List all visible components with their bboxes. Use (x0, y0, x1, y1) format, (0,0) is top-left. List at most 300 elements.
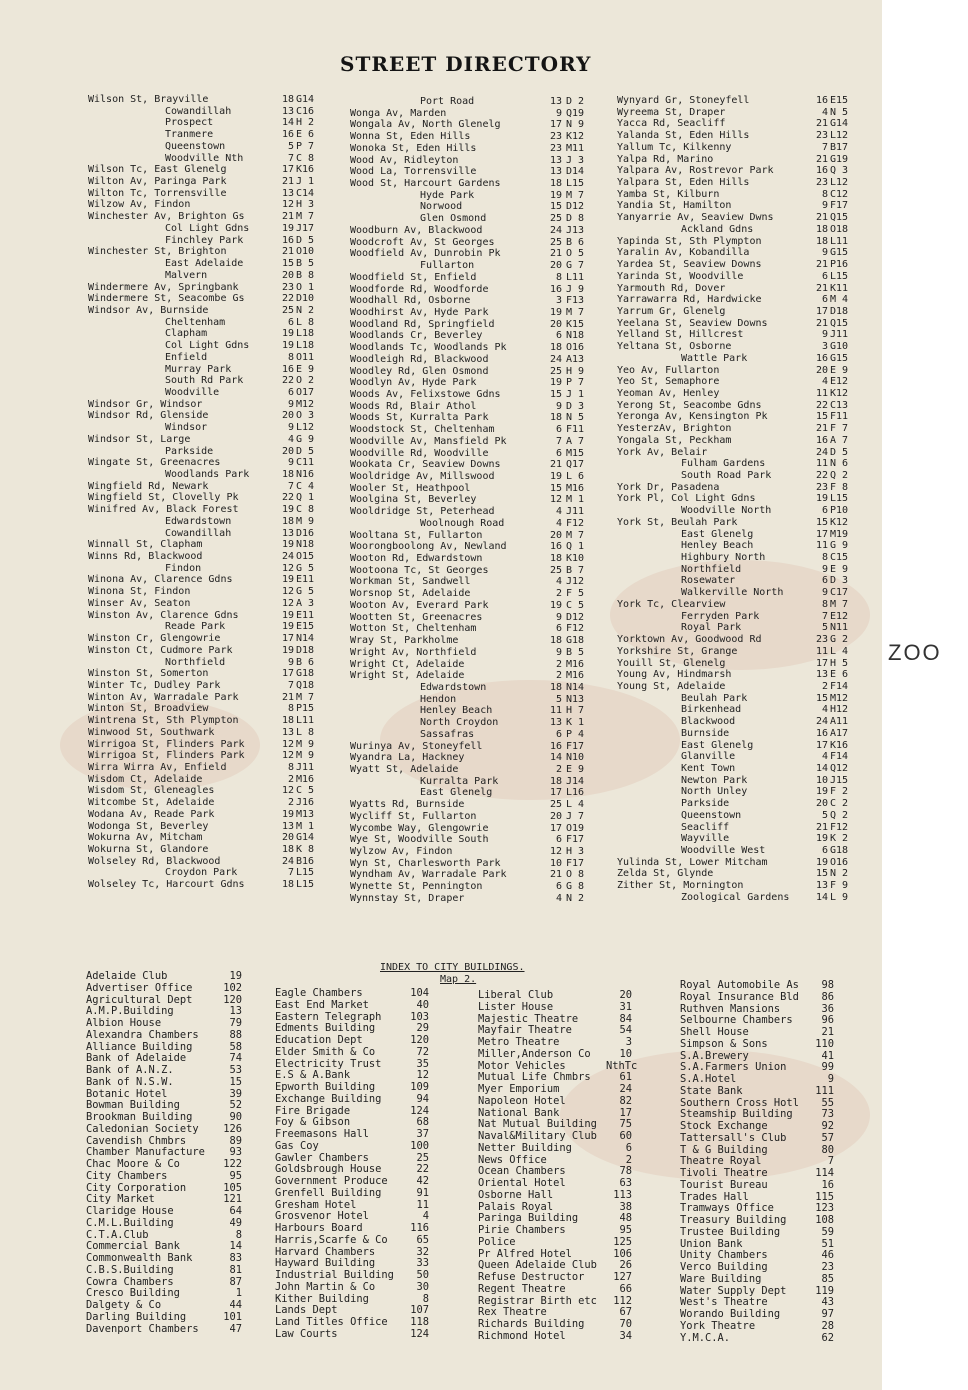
grid-ref: G15 (830, 247, 849, 259)
street-name: Witcombe St, Adelaide (88, 797, 215, 809)
street-entry (617, 341, 865, 353)
building-number: 60 (619, 1130, 632, 1142)
street-name: Henley Beach (681, 540, 754, 552)
building-number: 63 (619, 1177, 632, 1189)
building-number: 83 (229, 1252, 242, 1264)
street-name: Glanville (681, 751, 736, 763)
street-entry (88, 528, 328, 540)
street-entry (617, 458, 865, 470)
building-entry (275, 1000, 430, 1012)
street-name: Wokurna St, Glandore (88, 844, 209, 855)
building-name: Bowman Building (86, 1099, 180, 1112)
building-name: Police (478, 1235, 516, 1248)
map-page: 22 (815, 399, 828, 411)
building-number: 1 (235, 1287, 242, 1300)
grid-ref: F 5 (566, 588, 585, 600)
map-page: 23 (815, 177, 828, 189)
street-entry (88, 504, 328, 516)
map-page: 6 (555, 881, 562, 893)
grid-ref: N13 (566, 693, 585, 705)
building-name: Lands Dept (275, 1304, 338, 1317)
map-page: 7 (555, 435, 562, 447)
street-name: Woodcroft Av, St Georges (350, 236, 495, 248)
map-page: 14 (815, 762, 828, 774)
grid-ref: H 3 (566, 846, 585, 857)
street-entry (617, 154, 865, 166)
street-entry (88, 481, 328, 493)
grid-ref: B17 (830, 141, 849, 153)
building-number: 100 (410, 1139, 429, 1152)
building-number: 31 (619, 1000, 632, 1013)
building-number: 59 (821, 1225, 834, 1238)
grid-ref: G18 (296, 668, 315, 680)
grid-ref: D12 (566, 611, 585, 623)
grid-ref: H 7 (566, 705, 585, 717)
building-number: 61 (619, 1071, 632, 1084)
building-entry (478, 1284, 633, 1296)
map-page: 19 (549, 377, 562, 389)
map-page: 19 (281, 644, 294, 656)
building-number: 110 (815, 1037, 834, 1050)
index-column-4 (680, 980, 835, 1344)
building-number: 32 (416, 1245, 429, 1258)
street-name: Windermere St, Seacombe Gs (88, 293, 245, 305)
grid-ref: E15 (296, 621, 315, 633)
grid-ref: M11 (566, 142, 585, 154)
building-entry (86, 1018, 246, 1030)
street-name: Wye St, Woodville South (350, 834, 489, 846)
map-page: 2 (287, 797, 294, 809)
building-number: 29 (416, 1022, 429, 1035)
building-entry (86, 1171, 246, 1183)
map-page: 18 (549, 775, 562, 787)
map-page: 9 (287, 656, 294, 668)
building-number: 26 (619, 1259, 632, 1272)
building-number: 112 (613, 1294, 632, 1307)
map-page: 13 (281, 187, 294, 199)
street-entry (350, 119, 600, 131)
street-name: Yeltana St, Osborne (617, 341, 732, 353)
map-page: 2 (555, 588, 562, 600)
street-name: Windsor Av, Burnside (88, 304, 209, 316)
map-page: 15 (549, 482, 562, 494)
grid-ref: H12 (830, 704, 849, 716)
street-name: Glen Osmond (420, 213, 487, 225)
building-number: 25 (416, 1151, 429, 1164)
grid-ref: L 4 (566, 799, 585, 811)
map-page: 25 (549, 213, 562, 225)
map-page: 7 (287, 679, 294, 691)
building-number: 116 (410, 1222, 429, 1234)
street-name: Croydon Park (165, 867, 238, 879)
building-name: Royal Automobile As (680, 979, 799, 991)
street-entry (88, 598, 328, 610)
street-entry (617, 435, 865, 447)
building-number: 34 (619, 1329, 632, 1342)
street-entry (88, 117, 328, 129)
street-entry (88, 141, 328, 153)
building-name: Rex Theatre (478, 1306, 547, 1319)
map-page: 9 (555, 611, 562, 623)
building-entry (275, 1141, 430, 1153)
grid-ref: L 9 (830, 891, 849, 903)
building-name: Commercial Bank (86, 1240, 180, 1253)
street-name: Wirrigoa St, Flinders Park (88, 738, 245, 750)
building-number: 124 (410, 1327, 429, 1340)
street-name: Woodville Nth (165, 152, 244, 164)
grid-ref: G 5 (296, 562, 315, 574)
building-name: Royal Insurance Bld (680, 990, 799, 1003)
street-name: Blackwood (681, 716, 736, 728)
grid-ref: G 7 (566, 260, 585, 272)
building-entry (478, 990, 633, 1002)
building-number: 62 (821, 1331, 834, 1344)
map-page: 14 (815, 891, 828, 903)
building-number: 98 (821, 979, 834, 991)
street-name: Woorongboolong Av, Newland (350, 541, 507, 553)
grid-ref: P15 (296, 703, 315, 715)
grid-ref: Q 1 (296, 492, 315, 504)
building-number: 119 (815, 1284, 834, 1297)
building-number: 3 (625, 1036, 632, 1048)
street-name: Seacliff (681, 821, 730, 833)
building-number: 80 (821, 1143, 834, 1156)
grid-ref: B 6 (566, 236, 585, 248)
building-name: Theatre Royal (680, 1155, 762, 1168)
street-entry (350, 635, 600, 647)
street-name: Wattle Park (681, 352, 748, 364)
grid-ref: C13 (830, 399, 849, 411)
building-name: Lister House (478, 1000, 554, 1013)
street-name: Wooler St, Heathpool (350, 482, 471, 494)
street-entry (617, 130, 865, 142)
grid-ref: L15 (830, 270, 849, 282)
street-entry (88, 164, 328, 176)
grid-ref: Q15 (830, 317, 849, 329)
grid-ref: J13 (566, 224, 585, 236)
map-page: 12 (281, 750, 294, 762)
building-number: 73 (821, 1108, 834, 1121)
street-entry (617, 763, 865, 775)
map-page: 8 (821, 188, 828, 200)
street-entry (350, 823, 600, 835)
building-entry (680, 1321, 835, 1333)
street-name: Wynyard Gr, Stoneyfell (617, 95, 750, 106)
grid-ref: N11 (830, 622, 849, 634)
map-page: 15 (815, 411, 828, 423)
grid-ref: F12 (566, 517, 585, 529)
map-page: 19 (281, 504, 294, 516)
street-entry (88, 434, 328, 446)
building-name: Davenport Chambers (86, 1322, 199, 1335)
building-number: 49 (229, 1216, 242, 1229)
building-entry (680, 1039, 835, 1051)
street-entry (617, 118, 865, 130)
building-name: Naval&Military Club (478, 1130, 597, 1142)
building-entry (86, 983, 246, 995)
street-entry (617, 142, 865, 154)
index-column-1 (86, 971, 246, 1335)
map-page: 14 (549, 752, 562, 764)
building-entry (680, 1215, 835, 1227)
grid-ref: E12 (830, 376, 849, 388)
building-entry (275, 1094, 430, 1106)
map-page: 17 (815, 739, 828, 751)
grid-ref: F13 (566, 295, 585, 307)
street-name: Yarinda St, Woodville (617, 270, 744, 282)
street-name: Woods St, Kurralta Park (350, 412, 489, 424)
street-name: Yeo Av, Fullarton (617, 364, 720, 376)
grid-ref: N16 (296, 469, 315, 480)
street-name: Woodville West (681, 845, 766, 856)
building-name: Mayfair Theatre (478, 1024, 572, 1037)
building-number: 35 (416, 1057, 429, 1070)
grid-ref: C 2 (830, 798, 849, 810)
street-name: Wotton St, Cheltenham (350, 623, 477, 635)
street-name: Winton St, Broadview (88, 703, 209, 715)
building-entry (275, 988, 430, 1000)
grid-ref: J 9 (566, 283, 585, 295)
street-entry (617, 306, 865, 318)
directory-column-1 (88, 94, 328, 891)
map-page: 24 (815, 446, 828, 458)
building-name: West's Theatre (680, 1296, 768, 1309)
map-page: 8 (821, 552, 828, 564)
street-entry (350, 647, 600, 659)
map-page: 10 (815, 774, 828, 786)
map-page: 18 (281, 515, 294, 527)
street-name: Yarrawarra Rd, Hardwicke (617, 294, 762, 306)
street-name: Wooldridge Av, Millswood (350, 471, 495, 482)
street-name: Wootten St, Greenacres (350, 611, 483, 623)
grid-ref: H 2 (296, 117, 315, 129)
grid-ref: J 3 (566, 154, 585, 166)
street-entry (88, 586, 328, 598)
grid-ref: C 5 (296, 785, 315, 797)
street-entry (88, 621, 328, 633)
street-name: Yacca Rd, Seacliff (617, 118, 726, 130)
map-page: 12 (281, 562, 294, 574)
street-name: Yeoman Av, Henley (617, 387, 720, 399)
map-page: 19 (549, 471, 562, 482)
building-name: Harvard Chambers (275, 1245, 376, 1258)
street-entry (350, 307, 600, 319)
map-page: 9 (555, 400, 562, 412)
building-name: Trades Hall (680, 1190, 749, 1203)
street-name: Yalanda St, Eden Hills (617, 130, 750, 142)
map-page: 16 (281, 129, 294, 141)
building-name: Simpson & Sons (680, 1037, 768, 1050)
grid-ref: N14 (296, 633, 315, 645)
building-name: Liberal Club (478, 989, 554, 1001)
street-name: Col Light Gdns (165, 340, 250, 352)
map-page: 19 (281, 340, 294, 352)
street-name: Yandia St, Hamilton (617, 200, 732, 212)
map-page: 9 (555, 646, 562, 658)
street-entry (88, 867, 328, 879)
street-entry (350, 858, 600, 870)
street-entry (350, 412, 600, 424)
building-number: 65 (416, 1233, 429, 1246)
street-entry (617, 365, 865, 377)
building-name: Metro Theatre (478, 1036, 560, 1048)
map-page: 19 (815, 493, 828, 505)
grid-ref: O 1 (296, 281, 315, 293)
street-entry (88, 832, 328, 844)
map-page: 18 (815, 223, 828, 235)
street-name: Murray Park (165, 363, 232, 375)
grid-ref: N18 (296, 539, 315, 551)
building-name: Government Produce (275, 1175, 388, 1187)
building-name: Bank of Adelaide (86, 1052, 187, 1065)
street-entry (617, 740, 865, 752)
grid-ref: C15 (830, 552, 849, 564)
map-page: 16 (815, 165, 828, 177)
building-entry (86, 971, 246, 983)
street-entry (88, 856, 328, 868)
street-entry (88, 399, 328, 411)
map-page: 17 (549, 822, 562, 834)
building-entry (478, 1237, 633, 1249)
street-name: Yallum Tc, Kilkenny (617, 141, 732, 153)
map-page: 4 (821, 376, 828, 388)
street-name: Woolgina St, Beverley (350, 494, 477, 506)
building-number: 8 (235, 1228, 242, 1241)
grid-ref: J 7 (566, 810, 585, 822)
building-name: Tattersall's Club (680, 1131, 787, 1144)
building-name: Claridge House (86, 1205, 174, 1217)
grid-ref: M 7 (566, 306, 585, 318)
building-name: Treasury Building (680, 1214, 787, 1226)
street-name: Yalpa Rd, Marino (617, 153, 714, 165)
grid-ref: C16 (296, 105, 315, 117)
map-page: 8 (821, 598, 828, 610)
grid-ref: L 8 (296, 316, 315, 328)
building-number: 94 (416, 1092, 429, 1105)
map-page: 19 (281, 808, 294, 820)
map-page: 6 (287, 386, 294, 398)
street-name: Hendon (420, 693, 457, 705)
street-name: Windermere Av, Springbank (88, 281, 239, 293)
building-name: Chac Moore & Co (86, 1158, 180, 1170)
grid-ref: C 5 (566, 599, 585, 611)
map-page: 6 (555, 623, 562, 635)
street-entry (617, 95, 865, 107)
building-number: 36 (821, 1002, 834, 1015)
building-entry (478, 1190, 633, 1202)
map-page: 21 (549, 869, 562, 881)
street-name: Winnall St, Clapham (88, 539, 203, 551)
building-entry (478, 1131, 633, 1143)
street-entry (88, 668, 328, 680)
building-number: 41 (821, 1049, 834, 1062)
map-page: 13 (815, 880, 828, 892)
building-entry (680, 1086, 835, 1098)
street-name: York Av, Belair (617, 446, 708, 458)
map-page: 6 (821, 845, 828, 856)
street-name: Winser Av, Seaton (88, 597, 191, 609)
street-entry (350, 694, 600, 706)
street-name: Rosewater (681, 575, 736, 587)
grid-ref: M 9 (296, 515, 315, 527)
building-entry (478, 1143, 633, 1155)
building-number: 97 (821, 1308, 834, 1320)
street-entry (350, 143, 600, 155)
building-number: 64 (229, 1205, 242, 1217)
map-page: 20 (281, 445, 294, 457)
map-page: 19 (281, 609, 294, 621)
map-page: 18 (549, 178, 562, 190)
street-name: Parkside (165, 445, 214, 457)
building-name: Refuse Destructor (478, 1271, 585, 1283)
building-name: Commonwealth Bank (86, 1252, 193, 1264)
map-page: 18 (281, 94, 294, 105)
street-entry (88, 94, 328, 106)
grid-ref: H 3 (296, 199, 315, 211)
street-entry (350, 295, 600, 307)
map-page: 20 (281, 832, 294, 844)
street-entry (617, 669, 865, 681)
building-name: Cavendish Chmbrs (86, 1134, 187, 1147)
map-page: 12 (549, 494, 562, 506)
building-number: 114 (815, 1167, 834, 1179)
building-number: 99 (821, 1061, 834, 1074)
map-page: 12 (281, 597, 294, 609)
building-number: 39 (229, 1087, 242, 1100)
building-entry (86, 1206, 246, 1218)
building-number: 16 (821, 1178, 834, 1191)
building-number: 54 (619, 1024, 632, 1037)
building-name: News Office (478, 1153, 547, 1166)
building-entry (275, 1329, 430, 1341)
street-name: Woods Rd, Blair Athol (350, 400, 477, 412)
building-entry (275, 1282, 430, 1294)
street-name: Woodleigh Rd, Blackwood (350, 353, 489, 365)
map-page: 11 (815, 540, 828, 552)
street-entry (617, 517, 865, 529)
building-name: Ruthven Mansions (680, 1002, 781, 1015)
street-name: Young St, Adelaide (617, 680, 726, 692)
street-name: Wyndham Av, Warradale Park (350, 869, 507, 881)
street-entry (350, 612, 600, 624)
street-name: South Road Park (681, 470, 772, 481)
street-entry (350, 659, 600, 671)
map-page: 6 (555, 728, 562, 740)
street-name: Yeronga Av, Kensington Pk (617, 411, 768, 423)
street-entry (350, 846, 600, 858)
building-entry (680, 1074, 835, 1086)
street-entry (350, 131, 600, 143)
building-entry (478, 1331, 633, 1343)
grid-ref: B 6 (296, 656, 315, 668)
building-name: Motor Vehicles (478, 1059, 566, 1072)
map-page: 9 (821, 587, 828, 599)
street-entry (350, 729, 600, 741)
grid-ref: O 2 (296, 375, 315, 387)
grid-ref: K12 (830, 516, 849, 528)
street-name: Kent Town (681, 762, 736, 774)
grid-ref: L18 (296, 328, 315, 340)
street-entry (350, 190, 600, 202)
building-name: Majestic Theatre (478, 1012, 579, 1025)
building-entry (680, 1274, 835, 1286)
street-name: Yeelana St, Seaview Downs (617, 317, 768, 329)
building-entry (478, 1272, 633, 1284)
building-name: Mutual Life Chmbrs (478, 1071, 591, 1084)
street-entry (617, 704, 865, 716)
street-entry (617, 622, 865, 634)
street-name: Woodland Rd, Springfield (350, 318, 495, 330)
